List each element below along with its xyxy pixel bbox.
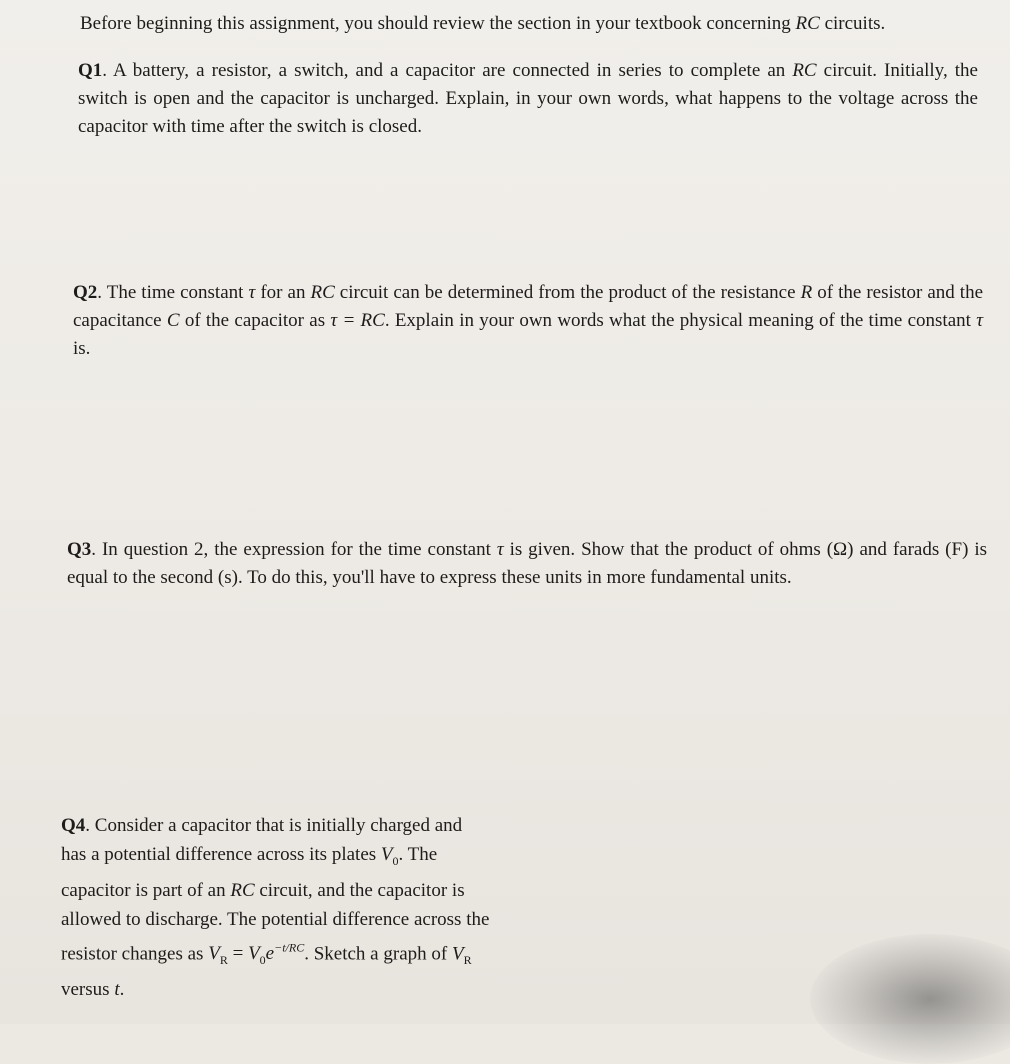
question-1: Q1. A battery, a resistor, a switch, and a capacitor are connected in series to complete an RC circuit. Initially, the switch is open and the capacitor is uncharged. Explain, in your own words, what happens to the voltage across the capacitor with time after the switch is closed. (78, 60, 978, 137)
time-constant-equation: τ = RC (330, 310, 385, 331)
question-2: Q2. The time constant τ for an RC circuit can be determined from the product of the resistance R of the resistor and the capacitance C of the capacitor as τ = RC. Explain in your own words what the physical meaning of the time constant τ is. (73, 282, 984, 359)
question-number: Q3 (67, 539, 92, 560)
page-shadow (810, 934, 1010, 1064)
discharge-equation: $V_R = V_0e^{-t/RC}$ (208, 940, 305, 967)
intro-paragraph: Before beginning this assignment, you should review the section in your textbook concerning RC circuits. (80, 13, 886, 34)
question-number: Q2 (73, 282, 98, 303)
bleed-through-texture (70, 380, 75, 407)
question-number: Q1 (78, 60, 103, 81)
question-4: Q4. Consider a capacitor that is initially charged and has a potential difference across its plates $V_0$. The capacitor is part of an RC circuit, and the capacitor is allowed to discharge. The potential difference across the resistor changes as $V_R = V_0e^{-t/RC}$. Sketch a graph of $V_R$ versus t. (61, 815, 490, 1000)
question-number: Q4 (61, 815, 86, 836)
question-3: Q3. In question 2, the expression for the time constant τ is given. Show that the product of ohms (Ω) and farads (F) is equal to the second (s). To do this, you'll have to express these units in more fundamental units. (67, 539, 988, 588)
